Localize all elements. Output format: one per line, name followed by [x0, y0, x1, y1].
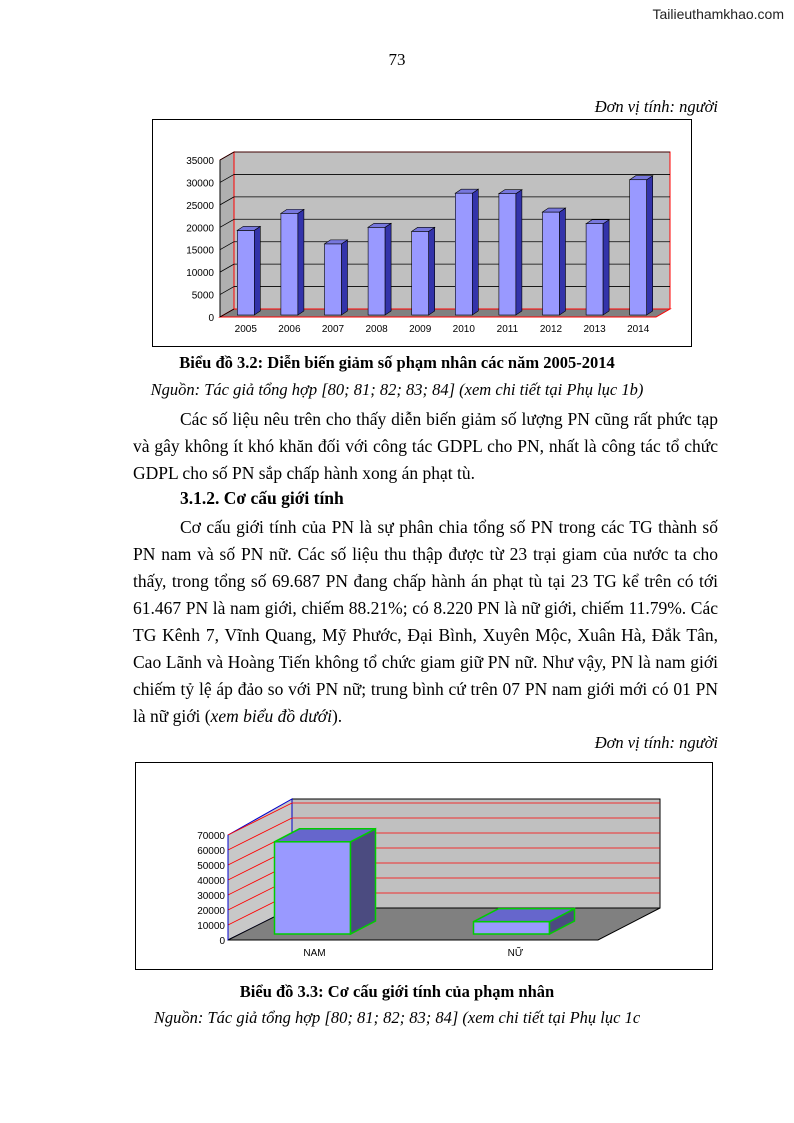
- y-tick-label: 0: [219, 936, 225, 947]
- bar-2008: [368, 227, 385, 315]
- bar-side-2013: [603, 220, 609, 315]
- bar-nữ: [474, 922, 550, 934]
- paragraph-1-text: Các số liệu nêu trên cho thấy diễn biến giảm số lượng PN cũng rất phức tạp và gây không ít khó khăn đối với công tác GDPL cho PN, nhất là công tác tổ chức GDPL cho số PN sắp chấp hành xong án phạt tù.: [133, 409, 718, 483]
- x-tick-label: 2008: [365, 324, 388, 335]
- bar-2005: [237, 230, 254, 315]
- chart-2-source: Nguồn: Tác giả tổng hợp [80; 81; 82; 83; 84] (xem chi tiết tại Phụ lục 1c: [153, 1008, 641, 1027]
- prisoner-trend-chart: [153, 120, 691, 346]
- y-tick-label: 20000: [186, 223, 214, 235]
- y-tick-label: 5000: [191, 290, 214, 302]
- x-tick-label: 2006: [278, 324, 301, 335]
- bar-side-nam: [351, 829, 376, 934]
- bar-2013: [586, 224, 603, 315]
- paragraph-2-end: ).: [331, 706, 343, 726]
- x-tick-label: 2011: [496, 324, 519, 335]
- y-tick-label: 20000: [197, 906, 225, 917]
- y-tick-label: 0: [208, 313, 214, 324]
- bar-2012: [543, 212, 560, 315]
- x-tick-label: NỮ: [507, 948, 524, 959]
- chart-1-caption: Biểu đồ 3.2: Diễn biến giảm số phạm nhân các năm 2005-2014: [179, 353, 615, 372]
- bar-side-2007: [342, 240, 348, 315]
- bar-2007: [325, 244, 342, 315]
- y-tick-label: 10000: [197, 921, 225, 932]
- y-tick-label: 35000: [186, 156, 214, 167]
- paragraph-1: [133, 406, 718, 487]
- x-tick-label: 2012: [539, 324, 563, 335]
- unit-label-1: Đơn vị tính: người: [594, 97, 718, 116]
- paragraph-2-text: [133, 514, 718, 730]
- y-tick-label: 30000: [197, 891, 225, 902]
- y-tick-label: 15000: [186, 245, 214, 257]
- x-tick-label: 2009: [409, 324, 432, 335]
- x-tick-label: 2013: [583, 324, 606, 335]
- bar-2011: [499, 194, 516, 315]
- x-tick-label: 2005: [234, 324, 257, 335]
- y-tick-label: 10000: [186, 268, 214, 280]
- x-tick-label: 2007: [321, 324, 345, 335]
- y-tick-label: 25000: [186, 200, 214, 212]
- y-tick-label: 70000: [197, 831, 225, 842]
- bar-2010: [455, 193, 472, 315]
- bar-side-2011: [516, 190, 522, 315]
- bar-2009: [412, 231, 429, 315]
- chart-side-wall: [220, 152, 234, 317]
- chart-frame-1: [152, 119, 692, 347]
- bar-side-2005: [254, 226, 260, 315]
- gender-structure-chart: [136, 763, 712, 969]
- bar-side-2010: [472, 189, 478, 315]
- bar-2006: [281, 213, 298, 315]
- x-tick-label: 2010: [452, 324, 475, 335]
- unit-label-2: Đơn vị tính: người: [594, 733, 718, 752]
- y-tick-label: 40000: [197, 876, 225, 887]
- bar-nam: [275, 842, 351, 934]
- page-number: 73: [388, 50, 406, 69]
- bar-side-2012: [560, 208, 566, 315]
- watermark: Tailieuthamkhao.com: [652, 6, 784, 22]
- x-tick-label: NAM: [303, 948, 326, 959]
- bar-side-2008: [385, 223, 391, 315]
- bar-side-2009: [429, 227, 435, 315]
- chart-1-source: Nguồn: Tác giả tổng hợp [80; 81; 82; 83; 84] (xem chi tiết tại Phụ lục 1b): [150, 380, 644, 399]
- chart-2-caption: Biểu đồ 3.3: Cơ cấu giới tính của phạm nhân: [239, 982, 555, 1001]
- bar-side-2006: [298, 209, 304, 315]
- y-tick-label: 60000: [197, 846, 225, 857]
- bar-2014: [630, 180, 647, 315]
- bar-side-2014: [647, 176, 653, 315]
- paragraph-2-main: Cơ cấu giới tính của PN là sự phân chia tổng số PN trong các TG thành số PN nam và số PN nữ. Các số liệu thu thập được từ 23 trại giam của nước ta cho thấy, trong tổng số 69.687 PN đang chấp hành án phạt tù tại 23 TG kể trên có tới 61.467 PN là nam giới, chiếm 88.21%; có 8.220 PN là nữ giới, chiếm 11.79%. Các TG Kênh 7, Vĩnh Quang, Mỹ Phước, Đại Bình, Xuyên Mộc, Xuân Hà, Đắk Tân, Cao Lãnh và Hoàng Tiến không tổ chức giam giữ PN nữ. Như vậy, PN là nam giới chiếm tỷ lệ áp đảo so với PN nữ; trung bình cứ trên 07 PN nam giới mới có 01 PN là nữ giới (: [133, 517, 718, 726]
- y-tick-label: 30000: [186, 178, 214, 190]
- paragraph-2-italic: xem biểu đồ dưới: [210, 706, 332, 726]
- x-tick-label: 2014: [627, 324, 650, 335]
- paragraph-2: [133, 514, 718, 730]
- section-heading: 3.1.2. Cơ cấu giới tính: [180, 488, 344, 508]
- chart-frame-2: [135, 762, 713, 970]
- y-tick-label: 50000: [197, 861, 225, 872]
